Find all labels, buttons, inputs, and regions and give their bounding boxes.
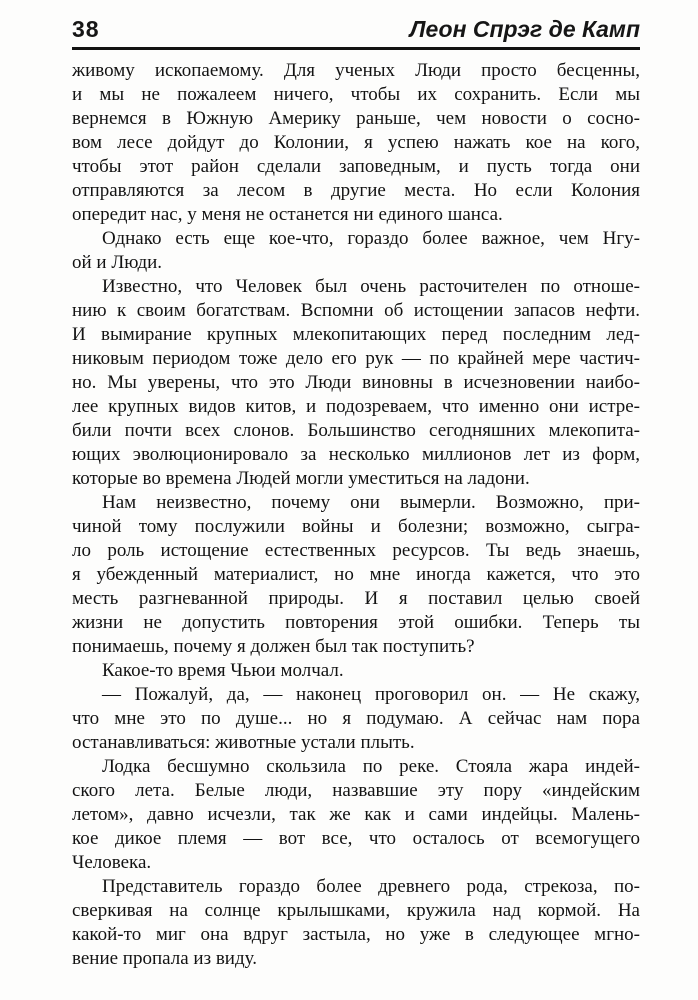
- text-line: ского лета. Белые люди, назвавшие эту пору «индейским: [72, 780, 640, 801]
- text-line: нию к своим богатствам. Вспомни об истощении запасов нефти.: [72, 300, 640, 321]
- text-line: что мне это по душе... но я подумаю. А сейчас нам пора: [72, 708, 640, 729]
- text-line: понимаешь, почему я должен был так поступить?: [72, 636, 475, 657]
- paragraph: [72, 275, 640, 491]
- text-line: ой и Люди.: [72, 252, 163, 273]
- text-line: вение пропала из виду.: [72, 948, 257, 969]
- text-line: месть разгневанной природы. И я поставил целью своей: [72, 588, 640, 609]
- text-line: били почти всех слонов. Большинство сегодняшних млекопита-: [72, 420, 640, 441]
- text-line: я убежденный материалист, но мне иногда кажется, что это: [72, 564, 640, 585]
- text-line: лее крупных видов китов, и подозреваем, что именно они истре-: [72, 396, 640, 417]
- paragraph: [72, 659, 640, 683]
- running-title: Леон Спрэг де Камп: [409, 16, 640, 42]
- text-line: но. Мы уверены, что это Люди виновны в исчезновении наибо-: [72, 372, 640, 393]
- page-header: [72, 16, 640, 43]
- text-line: жизни не допустить повторения этой ошибки. Теперь ты: [72, 612, 640, 633]
- text-line: Человека.: [72, 852, 152, 873]
- text-line: Нам неизвестно, почему они вымерли. Возможно, при-: [102, 492, 640, 513]
- text-line: чтобы этот район сделали заповедным, и пусть тогда они: [72, 156, 640, 177]
- paragraph: [72, 491, 640, 659]
- text-line: Однако есть еще кое-что, гораздо более важное, чем Нгу-: [102, 228, 640, 249]
- text-line: кое дикое племя — вот все, что осталось от всемогущего: [72, 828, 640, 849]
- text-line: останавливаться: животные устали плыть.: [72, 732, 415, 753]
- header-rule: [72, 47, 640, 50]
- paragraph: [72, 683, 640, 755]
- text-line: никовым периодом тоже дело его рук — по крайней мере частич-: [72, 348, 640, 369]
- paragraph: [72, 755, 640, 875]
- text-line: вом лесе дойдут до Колонии, я успею нажать кое на кого,: [72, 132, 640, 153]
- text-line: ющих эволюционировало за несколько миллионов лет из форм,: [72, 444, 640, 465]
- text-line: летом», давно исчезли, так же как и сами индейцы. Малень-: [72, 804, 640, 825]
- text-line: какой-то миг она вдруг застыла, но уже в следующее мгно-: [72, 924, 640, 945]
- text-line: Лодка бесшумно скользила по реке. Стояла жара индей-: [102, 756, 640, 777]
- text-line: сверкивая на солнце крылышками, кружила над кормой. На: [72, 900, 640, 921]
- body-text: [72, 59, 640, 971]
- page-number: 38: [72, 16, 100, 42]
- paragraph: [72, 227, 640, 275]
- paragraph: [72, 59, 640, 227]
- text-line: вернемся в Южную Америку раньше, чем новости о сосно-: [72, 108, 640, 129]
- text-line: которые во времена Людей могли уместиться на ладони.: [72, 468, 530, 489]
- text-line: ло роль истощение естественных ресурсов. Ты ведь знаешь,: [72, 540, 640, 561]
- text-line: Какое-то время Чьюи молчал.: [102, 660, 344, 681]
- paragraph: [72, 875, 640, 971]
- text-line: и мы не пожалеем ничего, чтобы их сохранить. Если мы: [72, 84, 640, 105]
- text-line: живому ископаемому. Для ученых Люди просто бесценны,: [72, 60, 640, 81]
- text-line: Известно, что Человек был очень расточителен по отноше-: [102, 276, 640, 297]
- text-line: — Пожалуй, да, — наконец проговорил он. — Не скажу,: [102, 684, 640, 705]
- text-line: отправляются за лесом в другие места. Но если Колония: [72, 180, 640, 201]
- text-line: чиной тому послужили войны и болезни; возможно, сыгра-: [72, 516, 640, 537]
- text-line: Представитель гораздо более древнего рода, стрекоза, по-: [102, 876, 640, 897]
- text-line: опередит нас, у меня не останется ни единого шанса.: [72, 204, 503, 225]
- text-line: И вымирание крупных млекопитающих перед последним лед-: [72, 324, 640, 345]
